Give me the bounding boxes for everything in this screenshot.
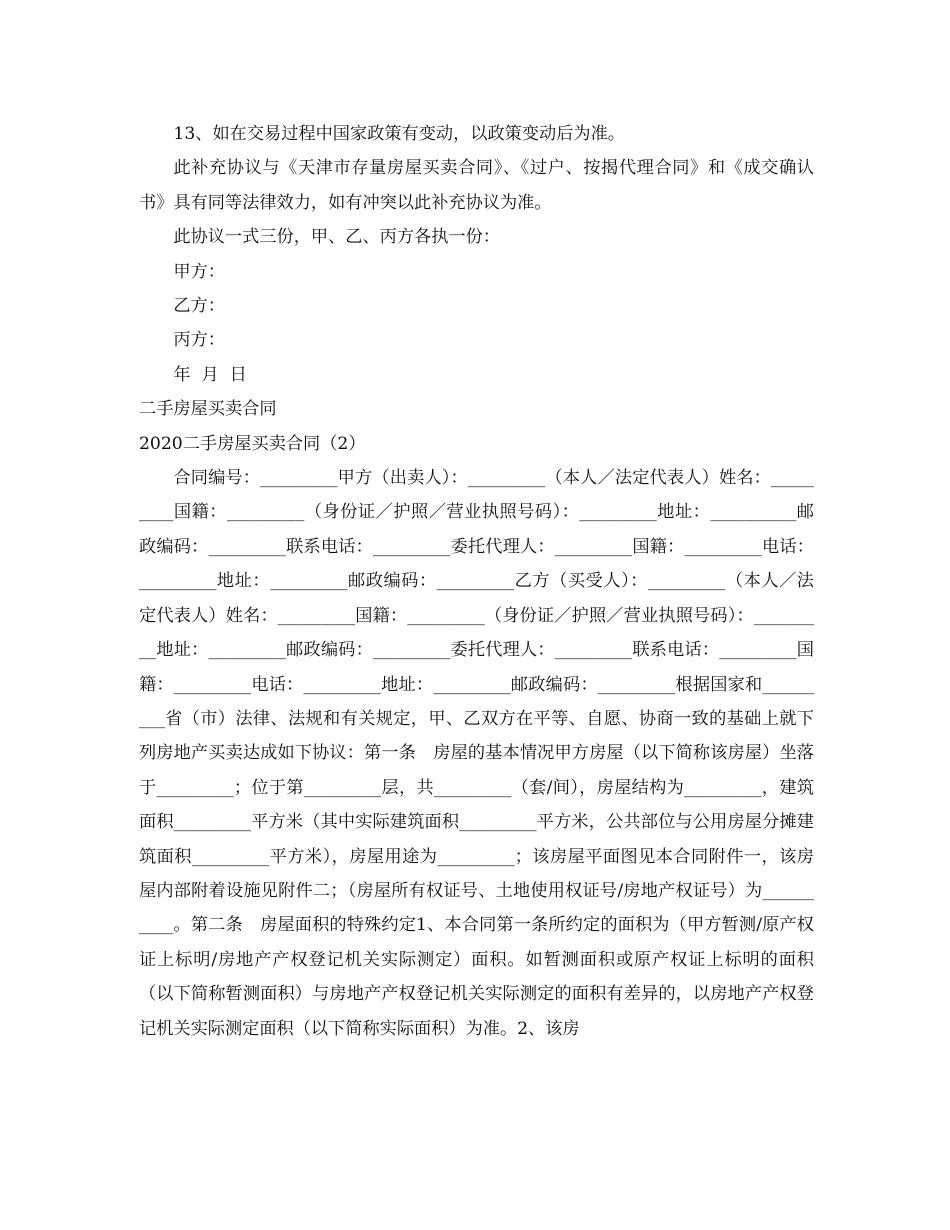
supplement-validity-paragraph: 此补充协议与《天津市存量房屋买卖合同》、《过户、按揭代理合同》和《成交确认书》具有同等法律效力，如有冲突以此补充协议为准。	[139, 158, 814, 213]
copies-paragraph: 此协议一式三份，甲、乙、丙方各执一份：	[173, 227, 500, 248]
section-heading: 二手房屋买卖合同	[139, 399, 277, 420]
party-b-signature-line: 乙方：	[173, 296, 225, 317]
party-a-signature-line: 甲方：	[173, 261, 225, 282]
document-page	[139, 117, 814, 1046]
contract-title: 2020二手房屋买卖合同（2）	[139, 433, 366, 454]
party-c-signature-line: 丙方：	[173, 330, 225, 351]
clause-13: 13、如在交易过程中国家政策有变动，以政策变动后为准。	[173, 124, 625, 144]
contract-body-paragraph: 合同编号：_________甲方（出卖人）：_________（本人／法定代表人）姓名：_________国籍：_________（身份证／护照／营业执照号码）：_________地址：__________邮政编码：_________联系电话：_________委托代理人：_________国籍：_________电话：_________地址：_________邮政编码：_________乙方（买受人）：_________（本人／法定代表人）姓名：_________国籍：_________（身份证／护照／营业执照号码）：_________地址：_________邮政编码：_________委托代理人：_________联系电话：_________国籍：_________电话：_________地址：_________邮政编码：_________根据国家和_________省（市）法律、法规和有关规定，甲、乙双方在平等、自愿、协商一致的基础上就下列房地产买卖达成如下协议：第一条 房屋的基本情况甲方房屋（以下简称该房屋）坐落于_________；位于第_________层，共_________（套/间），房屋结构为_________，建筑面积_________平方米（其中实际建筑面积_________平方米，公共部位与公用房屋分摊建筑面积_________平方米），房屋用途为_________；该房屋平面图见本合同附件一，该房屋内部附着设施见附件二；（房屋所有权证号、土地使用权证号/房地产权证号）为__________。第二条 房屋面积的特殊约定1、本合同第一条所约定的面积为（甲方暂测/原产权证上标明/房地产产权登记机关实际测定）面积。如暂测面积或原产权证上标明的面积（以下简称暂测面积）与房地产产权登记机关实际测定的面积有差异的，以房地产产权登记机关实际测定面积（以下简称实际面积）为准。2、该房	[139, 468, 814, 1039]
date-line: 年 月 日	[173, 364, 247, 385]
